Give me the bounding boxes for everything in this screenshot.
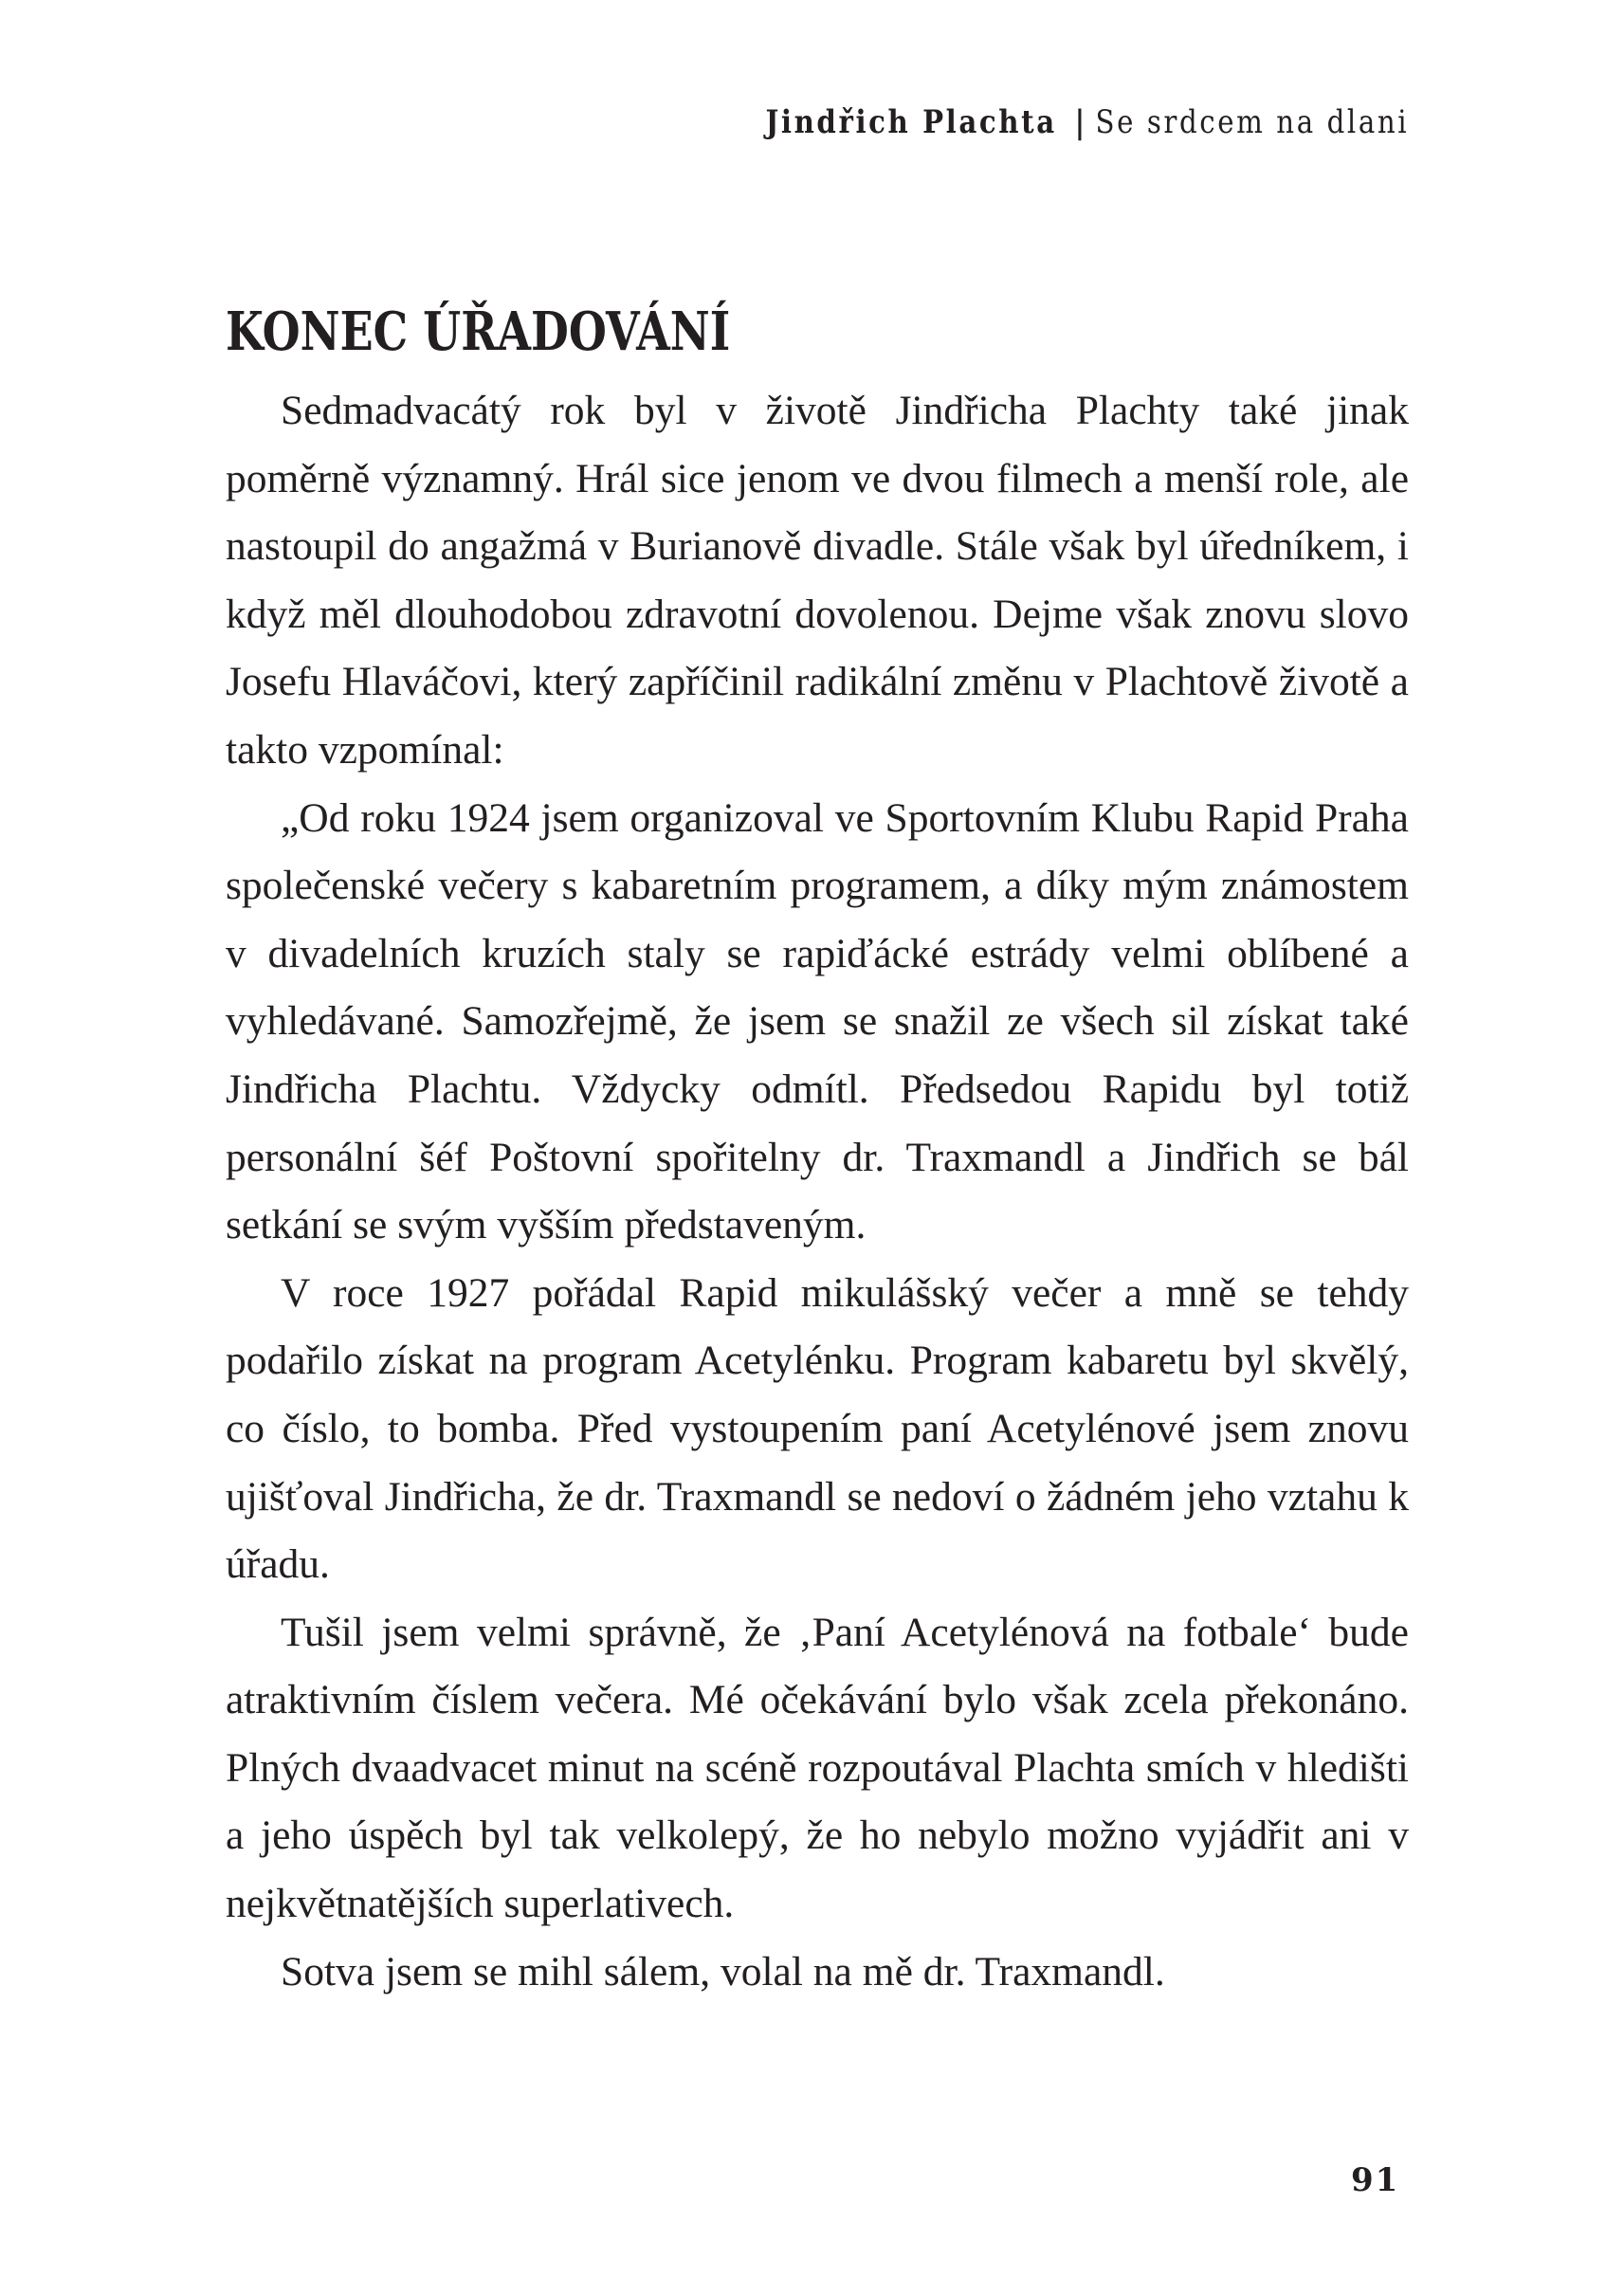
paragraph: V roce 1927 pořádal Rapid mikulášský večer a mně se tehdy podařilo získat na program Acetylénku. Program kabaretu byl skvělý, co číslo, to bomba. Před vystoupením paní Acetylénové jsem znovu ujišťoval Jindřicha, že dr. Traxmandl se nedoví o žádném jeho vztahu k úřadu. <box>226 1269 1409 1588</box>
paragraph: Sedmadvacátý rok byl v životě Jindřicha Plachty také jinak poměrně významný. Hrál sice jenom ve dvou filmech a menší role, ale nastoupil do angažmá v Burianově divadle. Stále však byl úředníkem, i když měl dlouhodobou zdravotní dovolenou. Dejme však znovu slovo Josefu Hlaváčovi, který zapříčinil radikální změnu v Plachtově životě a takto vzpomínal: <box>226 388 1409 773</box>
header-separator: | <box>1074 103 1087 141</box>
header-author: Jindřich Plachta <box>765 103 1057 141</box>
running-header <box>765 103 1409 141</box>
page-number: 91 <box>1351 2161 1400 2199</box>
paragraph: Sotva jsem se mihl sálem, volal na mě dr. Traxmandl. <box>281 1948 1165 1994</box>
paragraph: Tušil jsem velmi správně, že ‚Paní Acetylénová na fotbale‘ bude atraktivním číslem večera. Mé očekávání bylo však zcela překonáno. Plných dvaadvacet minut na scéně rozpoutával Plachta smích v hledišti a jeho úspěch byl tak velkolepý, že ho nebylo možno vyjádřit ani v nejkvětnatějších superlativech. <box>226 1609 1409 1927</box>
chapter-title: KONEC ÚŘADOVÁNÍ <box>226 301 731 363</box>
body-text <box>226 377 1409 2006</box>
header-book-title: Se srdcem na dlani <box>1095 103 1409 141</box>
paragraph: „Od roku 1924 jsem organizoval ve Sportovním Klubu Rapid Praha společenské večery s kabaretním programem, a díky mým známostem v divadelních kruzích staly se rapiďácké estrády velmi oblíbené a vyhledávané. Samozřejmě, že jsem se snažil ze všech sil získat také Jindřicha Plachtu. Vždycky odmítl. Předsedou Rapidu byl totiž personální šéf Poštovní spořitelny dr. Traxmandl a Jindřich se bál setkání se svým vyšším představeným. <box>226 794 1409 1248</box>
